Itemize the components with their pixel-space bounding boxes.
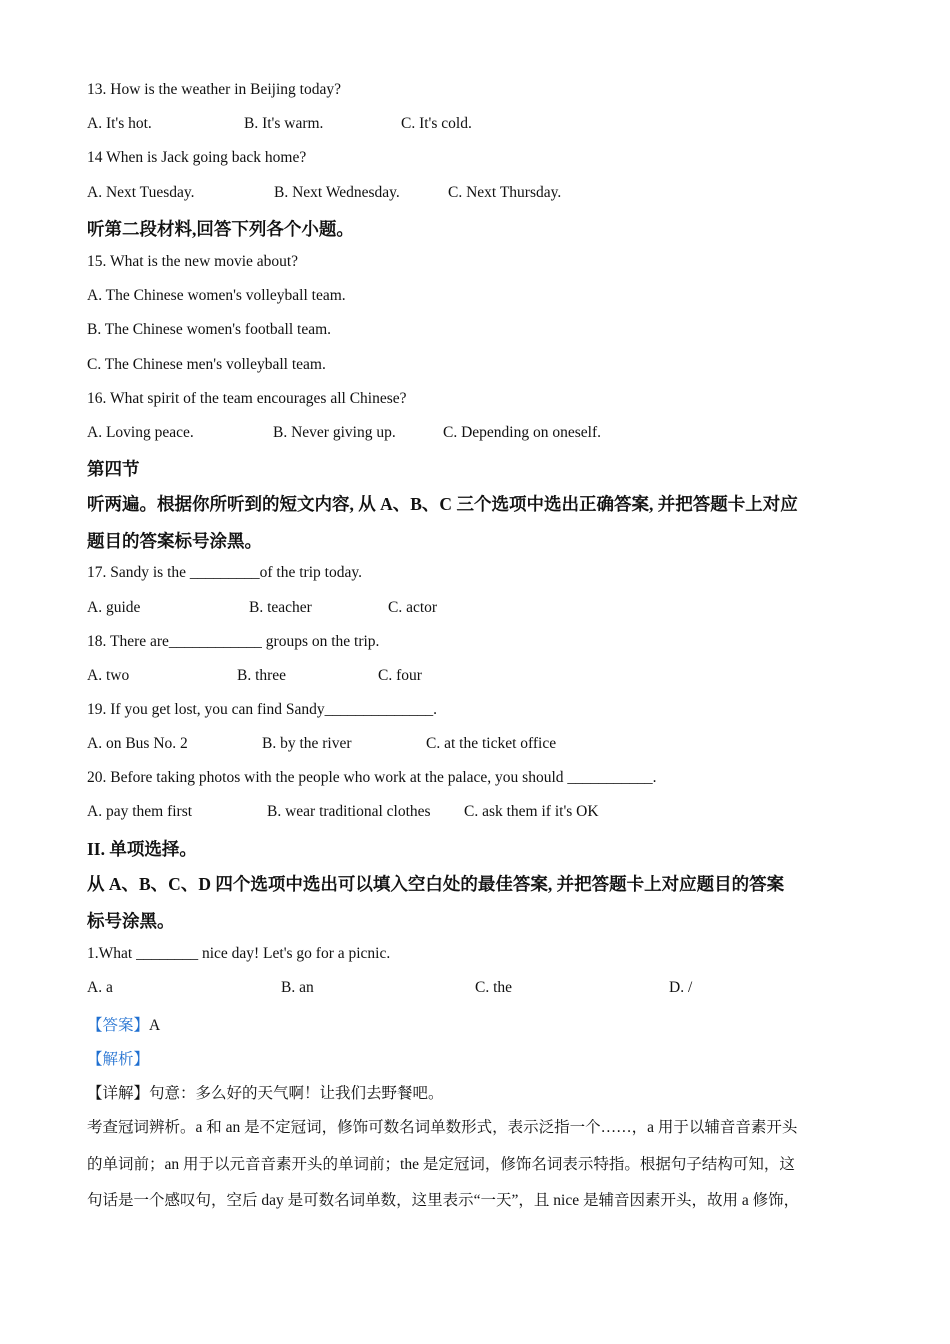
- q15-option-a: A. The Chinese women's volleyball team.: [87, 287, 346, 304]
- section4-instruction-line2: 题目的答案标号涂黑。: [87, 531, 262, 551]
- answer-line: [87, 1013, 160, 1035]
- q19-options: [87, 735, 556, 753]
- q18-option-b: B. three: [237, 667, 287, 684]
- q16-option-a: A. Loving peace.: [87, 424, 194, 441]
- q14-options: [87, 184, 561, 202]
- mc1-option-d: D. /: [669, 979, 693, 996]
- answer-label: 【答案】: [87, 1017, 150, 1034]
- q18-option-c: C. four: [378, 667, 422, 684]
- q14-stem: 14 When is Jack going back home?: [87, 149, 307, 166]
- q18-stem: 18. There are____________ groups on the trip.: [87, 633, 380, 650]
- explanation-line2: 的单词前；an 用于以元音音素开头的单词前；the 是定冠词，修饰名词表示特指。根据句子结构可知，这: [87, 1156, 795, 1173]
- q20-option-c: C. ask them if it's OK: [464, 803, 599, 820]
- mc1-stem: 1.What ________ nice day! Let's go for a picnic.: [87, 945, 391, 962]
- mc1-option-c: C. the: [475, 979, 513, 996]
- q19-option-a: A. on Bus No. 2: [87, 735, 188, 752]
- q18-option-a: A. two: [87, 667, 130, 684]
- q13-stem: 13. How is the weather in Beijing today?: [87, 81, 341, 98]
- detail-label: 【详解】: [87, 1085, 150, 1102]
- detail-text: 句意：多么好的天气啊！让我们去野餐吧。: [149, 1085, 444, 1102]
- q17-stem: 17. Sandy is the _________of the trip today.: [87, 564, 362, 581]
- q15-option-c: C. The Chinese men's volleyball team.: [87, 356, 326, 373]
- q13-option-a: A. It's hot.: [87, 115, 152, 132]
- q15-stem: 15. What is the new movie about?: [87, 253, 299, 270]
- mc1-option-a: A. a: [87, 979, 113, 996]
- explanation-line1: 考查冠词辨析。a 和 an 是不定冠词，修饰可数名词单数形式，表示泛指一个……，a 用于以辅音音素开头: [87, 1119, 798, 1136]
- q15-option-b: B. The Chinese women's football team.: [87, 321, 332, 338]
- q14-option-a: A. Next Tuesday.: [87, 184, 195, 201]
- mc1-option-b: B. an: [281, 979, 314, 996]
- q20-stem: 20. Before taking photos with the people who work at the palace, you should ___________.: [87, 769, 657, 786]
- q13-option-b: B. It's warm.: [244, 115, 324, 132]
- q19-option-b: B. by the river: [262, 735, 352, 752]
- q20-option-a: A. pay them first: [87, 803, 193, 820]
- q19-stem: 19. If you get lost, you can find Sandy______________.: [87, 701, 438, 718]
- q20-options: [87, 803, 599, 821]
- q17-option-c: C. actor: [388, 599, 438, 616]
- mc1-options: [87, 979, 692, 997]
- answer-value: A: [149, 1017, 161, 1034]
- part2-heading: 听第二段材料,回答下列各个小题。: [87, 219, 354, 239]
- q16-options: [87, 424, 601, 442]
- detail-line: [87, 1081, 444, 1103]
- section4-title: 第四节: [87, 459, 140, 479]
- q13-option-c: C. It's cold.: [401, 115, 472, 132]
- q20-option-b: B. wear traditional clothes: [267, 803, 431, 820]
- q16-stem: 16. What spirit of the team encourages all Chinese?: [87, 390, 407, 407]
- q14-option-c: C. Next Thursday.: [448, 184, 562, 201]
- section4-instruction-line1: 听两遍。根据你所听到的短文内容, 从 A、B、C 三个选项中选出正确答案, 并把答题卡上对应: [87, 494, 798, 514]
- analysis-label: 【解析】: [87, 1051, 150, 1068]
- explanation-line3: 句话是一个感叹句，空后 day 是可数名词单数，这里表示“一天”，且 nice 是辅音因素开头，故用 a 修饰，: [87, 1192, 800, 1209]
- q16-option-b: B. Never giving up.: [273, 424, 396, 441]
- q13-options: [87, 115, 472, 133]
- part-ii-title: II. 单项选择。: [87, 839, 197, 859]
- q19-option-c: C. at the ticket office: [426, 735, 557, 752]
- part-ii-instruction-line2: 标号涂黑。: [87, 911, 175, 931]
- q16-option-c: C. Depending on oneself.: [443, 424, 601, 441]
- part-ii-instruction-line1: 从 A、B、C、D 四个选项中选出可以填入空白处的最佳答案, 并把答题卡上对应题目的答案: [87, 874, 785, 894]
- q17-option-b: B. teacher: [249, 599, 312, 616]
- q17-option-a: A. guide: [87, 599, 141, 616]
- q18-options: [87, 667, 422, 685]
- q17-options: [87, 599, 437, 617]
- q14-option-b: B. Next Wednesday.: [274, 184, 400, 201]
